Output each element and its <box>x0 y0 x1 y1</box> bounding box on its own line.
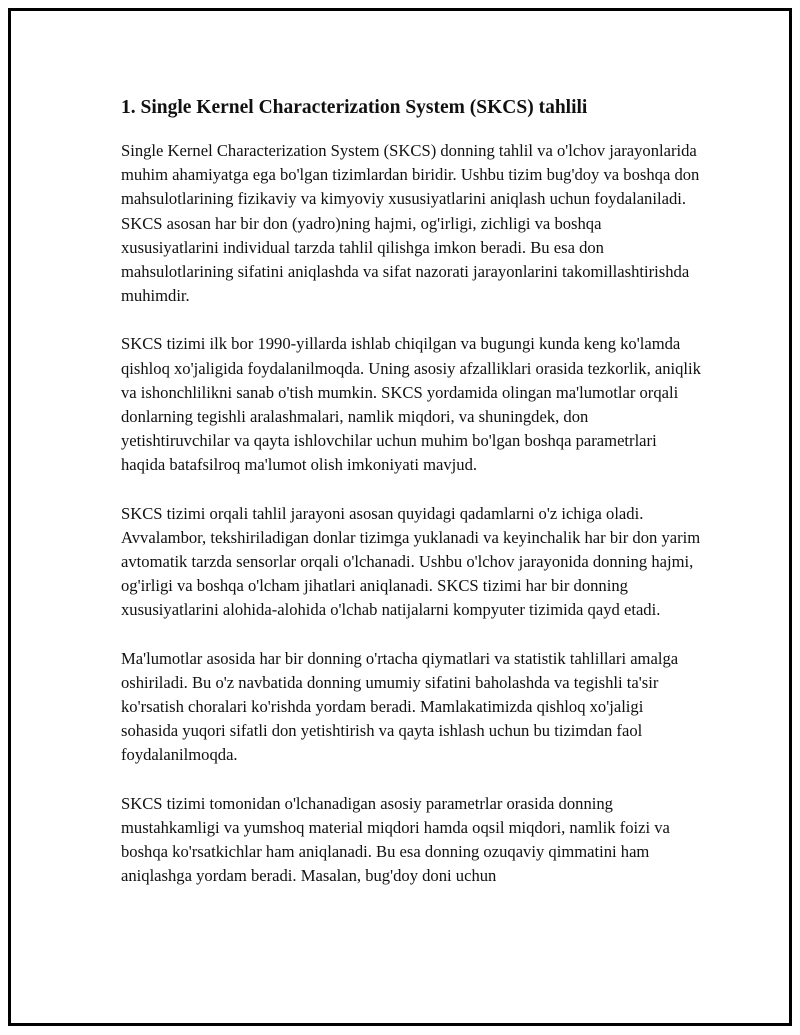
paragraph-5: SKCS tizimi tomonidan o'lchanadigan asosiy parametrlar orasida donning mustahkamligi va yumshoq material miqdori hamda oqsil miqdori, namlik foizi va boshqa ko'rsatkichlar ham aniqlanadi. Bu esa donning ozuqaviy qimmatini ham aniqlashga yordam beradi. Masalan, bug'doy doni uchun <box>121 793 670 886</box>
paragraph-1: Single Kernel Characterization System (SKCS) donning tahlil va o'lchov jarayonlarida muhim ahamiyatga ega bo'lgan tizimlardan biridir. Ushbu tizim bug'doy va boshqa don mahsulotlarining fizikaviy va kimyoviy xususiyatlarini aniqlash uchun foydalaniladi. SKCS asosan har bir don (yadro)ning hajmi, og'irligi, zichligi va boshqa xususiyatlarini individual tarzda tahlil qilishga imkon beradi. Bu esa don mahsulotlarining sifatini aniqlashda va sifat nazorati jarayonlarini takomillashtirishda muhimdir. <box>121 141 700 306</box>
paragraph-4: Ma'lumotlar asosida har bir donning o'rtacha qiymatlari va statistik tahlillari amalga oshiriladi. Bu o'z navbatida donning umumiy sifatini baholashda va tegishli ta'sir ko'rsatish choralari ko'rishda yordam beradi. Mamlakatimizda qishloq xo'jaligi sohasida yuqori sifatli don yetishtirish va qayta ishlash uchun bu tizimdan faol foydalanilmoqda. <box>121 648 679 765</box>
section-heading: 1. Single Kernel Characterization System (SKCS) tahlili <box>121 97 588 118</box>
paragraph-2: SKCS tizimi ilk bor 1990-yillarda ishlab chiqilgan va bugungi kunda keng ko'lamda qishloq xo'jaligida foydalanilmoqda. Uning asosiy afzalliklari orasida tezkorlik, aniqlik va ishonchlilikni sanab o'tish mumkin. SKCS yordamida olingan ma'lumotlar orqali donlarning tegishli aralashmalari, namlik miqdori, va shuningdek, don yetishtiruvchilar va qayta ishlovchilar uchun muhim bo'lgan boshqa parametrlari haqida batafsilroq ma'lumot olish imkoniyati mavjud. <box>121 334 701 475</box>
document-body <box>121 95 701 912</box>
paragraph-3: SKCS tizimi orqali tahlil jarayoni asosan quyidagi qadamlarni o'z ichiga oladi. Avvalambor, tekshiriladigan donlar tizimga yuklanadi va keyinchalik har bir don yarim avtomatik tarzda sensorlar orqali o'lchanadi. Ushbu o'lchov jarayonida donning hajmi, og'irligi va boshqa o'lcham jihatlari aniqlanadi. SKCS tizimi har bir donning xususiyatlarini alohida-alohida o'lchab natijalarni kompyuter tizimida qayd etadi. <box>121 503 701 620</box>
page-frame <box>8 8 792 1026</box>
